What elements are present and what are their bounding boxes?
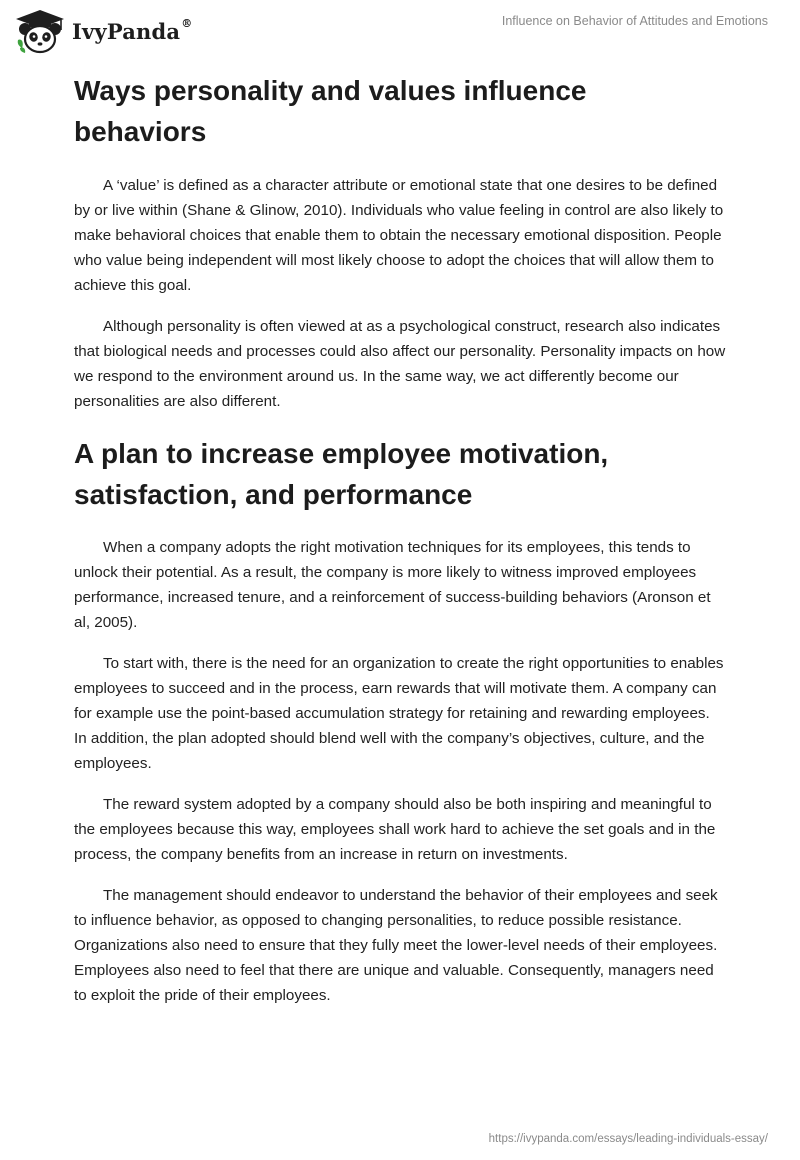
paragraph: A ‘value’ is defined as a character attribute or emotional state that one desires to be defined by or live within (Shane & Glinow, 2010). Individuals who value feeling in control are also likely to make behavioral choices that enable them to obtain the necessary emotional disposition. People who value being independent will most likely choose to adopt the choices that will allow them to achieve this goal. xyxy=(74,177,724,294)
paragraph: Although personality is often viewed at as a psychological construct, research also indicates that biological needs and processes could also affect our personality. Personality impacts on how we respond to the environment around us. In the same way, we act differently become our personalities are also different. xyxy=(74,318,726,410)
ivypanda-logo[interactable] xyxy=(14,8,192,54)
source-url[interactable]: https://ivypanda.com/essays/leading-individuals-essay/ xyxy=(488,1133,768,1145)
paragraph: The management should endeavor to understand the behavior of their employees and seek to influence behavior, as opposed to changing personalities, to reduce possible resistance. Organizations also need to ensure that they fully meet the lower-level needs of their employees. Employees also need to feel that there are unique and valuable. Consequently, managers need to exploit the pride of their employees. xyxy=(74,887,718,1004)
paragraph: To start with, there is the need for an organization to create the right opportunities to enables employees to succeed and in the process, earn rewards that will motivate them. A company can for example use the point-based accumulation strategy for retaining and rewarding employees. In addition, the plan adopted should blend well with the company’s objectives, culture, and the employees. xyxy=(74,655,724,772)
section-heading: A plan to increase employee motivation, satisfaction, and performance xyxy=(74,438,609,510)
panda-graduate-icon xyxy=(14,8,66,54)
paragraph: The reward system adopted by a company should also be both inspiring and meaningful to the employees because this way, employees shall work hard to achieve the set goals and in the process, the company benefits from an increase in return on investments. xyxy=(74,796,716,863)
page-header xyxy=(0,0,800,70)
brand-name: IvyPanda® xyxy=(72,16,193,44)
section-heading: Ways personality and values influence behaviors xyxy=(74,75,587,147)
paragraph: When a company adopts the right motivation techniques for its employees, this tends to unlock their potential. As a result, the company is more likely to witness improved employees performance, increased tenure, and a reinforcement of success-building behaviors (Aronson et al, 2005). xyxy=(74,539,711,631)
article-body xyxy=(74,70,726,1024)
running-title: Influence on Behavior of Attitudes and Emotions xyxy=(501,14,768,28)
